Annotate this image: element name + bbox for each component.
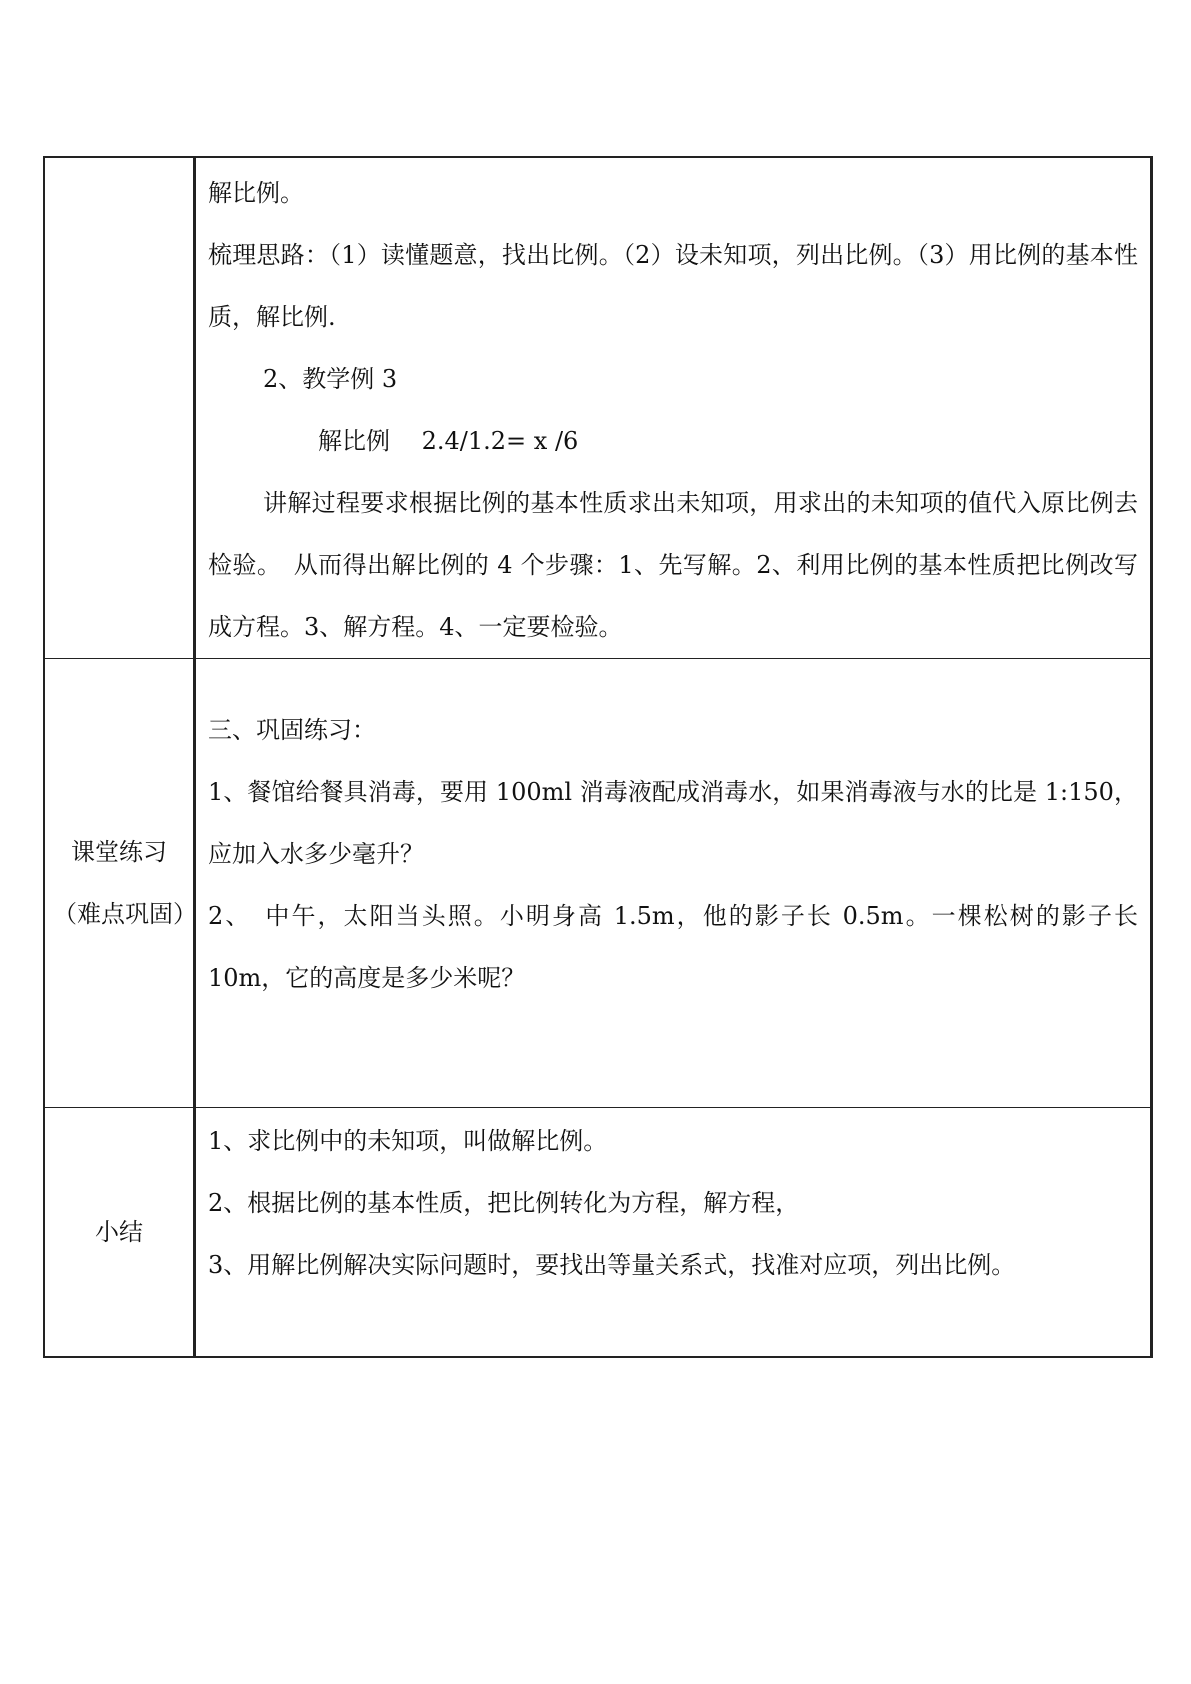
- content-line: 3、用解比例解决实际问题时，要找出等量关系式，找准对应项，列出比例。: [208, 1251, 1016, 1279]
- row-content-cell: [195, 659, 1152, 1108]
- lesson-plan-table: [43, 156, 1153, 1358]
- content-line: 2、 中午，太阳当头照。小明身高 1.5m，他的影子长 0.5m。一棵松树的影子长 10m，它的高度是多少米呢？: [208, 902, 1138, 992]
- row-content-cell: [195, 1108, 1152, 1358]
- content-line: 1、餐馆给餐具消毒，要用 100ml 消毒液配成消毒水，如果消毒液与水的比是 1:150，应加入水多少毫升？: [208, 778, 1138, 868]
- content-line: 解比例。: [208, 179, 304, 207]
- content-line: 解比例 2.4/1.2= x /6: [318, 427, 579, 455]
- row-label: 课堂练习（难点巩固）: [53, 838, 197, 928]
- summary-content: [196, 1108, 1150, 1296]
- content-line: 三、巩固练习：: [208, 716, 376, 744]
- teaching-process-content: [196, 158, 1150, 658]
- practice-content: [196, 659, 1150, 1009]
- row-label: 小结: [95, 1218, 143, 1246]
- content-line: 1、求比例中的未知项，叫做解比例。: [208, 1127, 608, 1155]
- content-line: 2、教学例 3: [263, 365, 398, 393]
- content-line: 讲解过程要求根据比例的基本性质求出未知项，用求出的未知项的值代入原比例去检验。 从而得出解比例的 4 个步骤：1、先写解。2、利用比例的基本性质把比例改写成方程。3、解方程。4、一定要检验。: [208, 489, 1138, 641]
- table-row: [44, 157, 1152, 659]
- content-line: 2、根据比例的基本性质，把比例转化为方程，解方程，: [208, 1189, 800, 1217]
- table-row: [44, 1108, 1152, 1358]
- content-line: 梳理思路：（1）读懂题意，找出比例。（2）设未知项，列出比例。（3）用比例的基本性质，解比例.: [208, 241, 1138, 331]
- row-label-cell: [44, 1108, 195, 1358]
- row-label-cell: [44, 659, 195, 1108]
- row-content-cell: [195, 157, 1152, 659]
- table-row: [44, 659, 1152, 1108]
- row-label-cell: [44, 157, 195, 659]
